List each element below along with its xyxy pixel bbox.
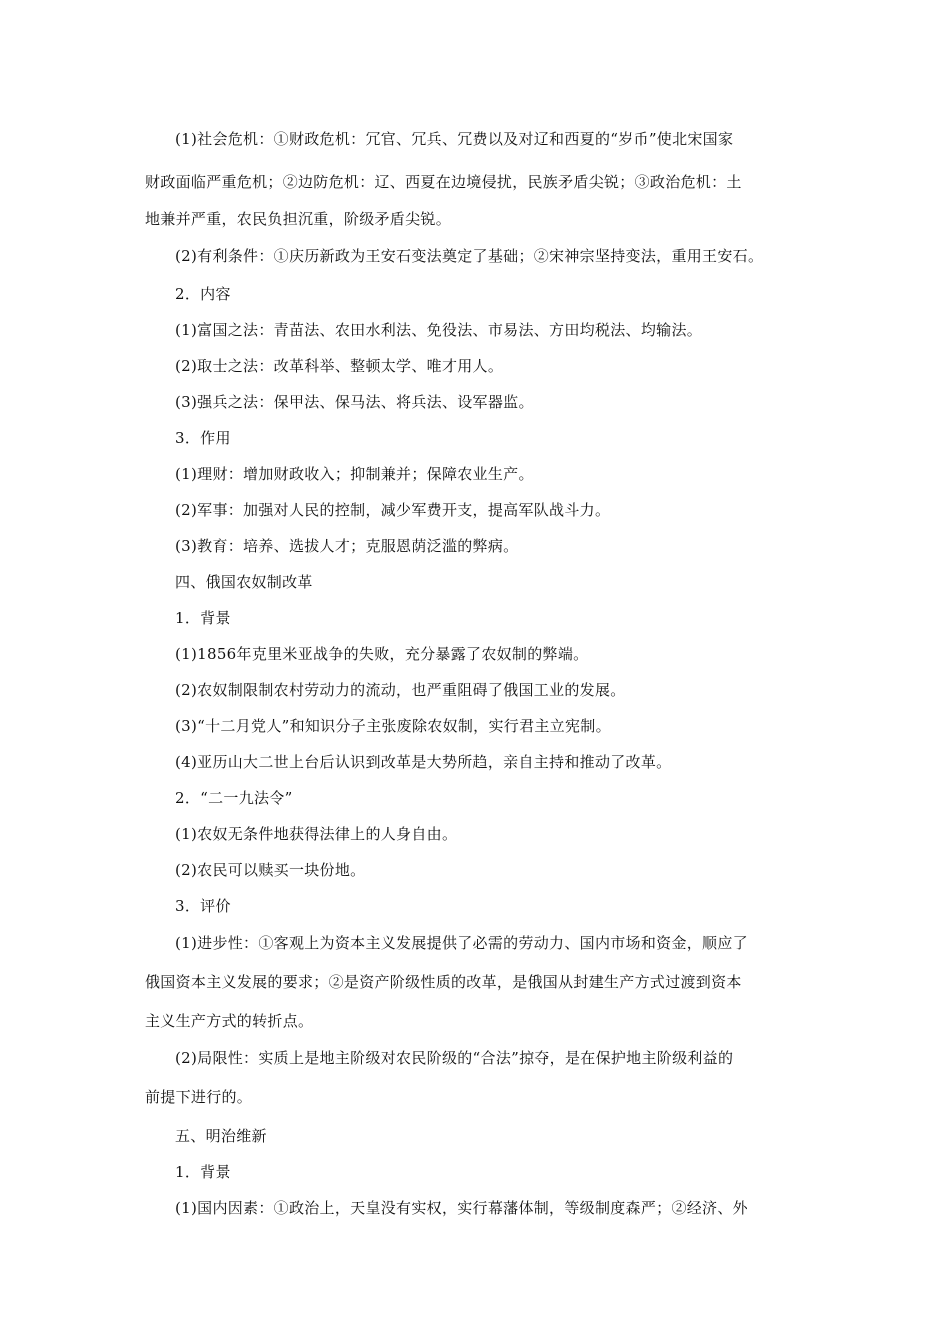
text-line: 前提下进行的。 [145,1088,253,1106]
text-line: (1)农奴无条件地获得法律上的人身自由。 [175,825,458,843]
text-line: (1)理财：增加财政收入；抑制兼并；保障农业生产。 [175,465,534,483]
text-line: (2)农奴制限制农村劳动力的流动，也严重阻碍了俄国工业的发展。 [175,681,626,699]
section-heading: 2．内容 [175,285,231,303]
section-heading: 3．作用 [175,429,231,447]
text-line: (2)取士之法：改革科举、整顿太学、唯才用人。 [175,357,504,375]
text-line: (4)亚历山大二世上台后认识到改革是大势所趋，亲自主持和推动了改革。 [175,753,672,771]
text-line: (3)“十二月党人”和知识分子主张废除农奴制，实行君主立宪制。 [175,717,611,735]
text-line: 地兼并严重，农民负担沉重，阶级矛盾尖锐。 [145,210,452,228]
text-line: 主义生产方式的转折点。 [145,1012,314,1030]
chapter-heading: 五、明治维新 [175,1127,267,1145]
text-line: (2)农民可以赎买一块份地。 [175,861,366,879]
text-line: (2)有利条件：①庆历新政为王安石变法奠定了基础；②宋神宗坚持变法，重用王安石。 [175,247,764,265]
section-heading: 2．“二一九法令” [175,789,293,807]
text-line: (2)局限性：实质上是地主阶级对农民阶级的“合法”掠夺，是在保护地主阶级利益的 [175,1049,734,1067]
section-heading: 1．背景 [175,1163,231,1181]
chapter-heading: 四、俄国农奴制改革 [175,573,313,591]
text-line: (1)国内因素：①政治上，天皇没有实权，实行幕藩体制，等级制度森严；②经济、外 [175,1199,748,1217]
text-line: (1)1856年克里米亚战争的失败，充分暴露了农奴制的弊端。 [175,645,589,663]
text-line: (2)军事：加强对人民的控制，减少军费开支，提高军队战斗力。 [175,501,611,519]
text-line: (3)教育：培养、选拔人才；克服恩荫泛滥的弊病。 [175,537,519,555]
section-heading: 1．背景 [175,609,231,627]
text-line: (1)进步性：①客观上为资本主义发展提供了必需的劳动力、国内市场和资金，顺应了 [175,934,748,952]
text-line: (1)富国之法：青苗法、农田水利法、免役法、市易法、方田均税法、均输法。 [175,321,703,339]
text-line: (3)强兵之法：保甲法、保马法、将兵法、设军器监。 [175,393,534,411]
text-line: 俄国资本主义发展的要求；②是资产阶级性质的改革，是俄国从封建生产方式过渡到资本 [145,973,742,991]
text-line: (1)社会危机：①财政危机：冗官、冗兵、冗费以及对辽和西夏的“岁币”使北宋国家 [175,130,734,148]
section-heading: 3．评价 [175,897,231,915]
text-line: 财政面临严重危机；②边防危机：辽、西夏在边境侵扰，民族矛盾尖锐；③政治危机：土 [145,173,742,191]
